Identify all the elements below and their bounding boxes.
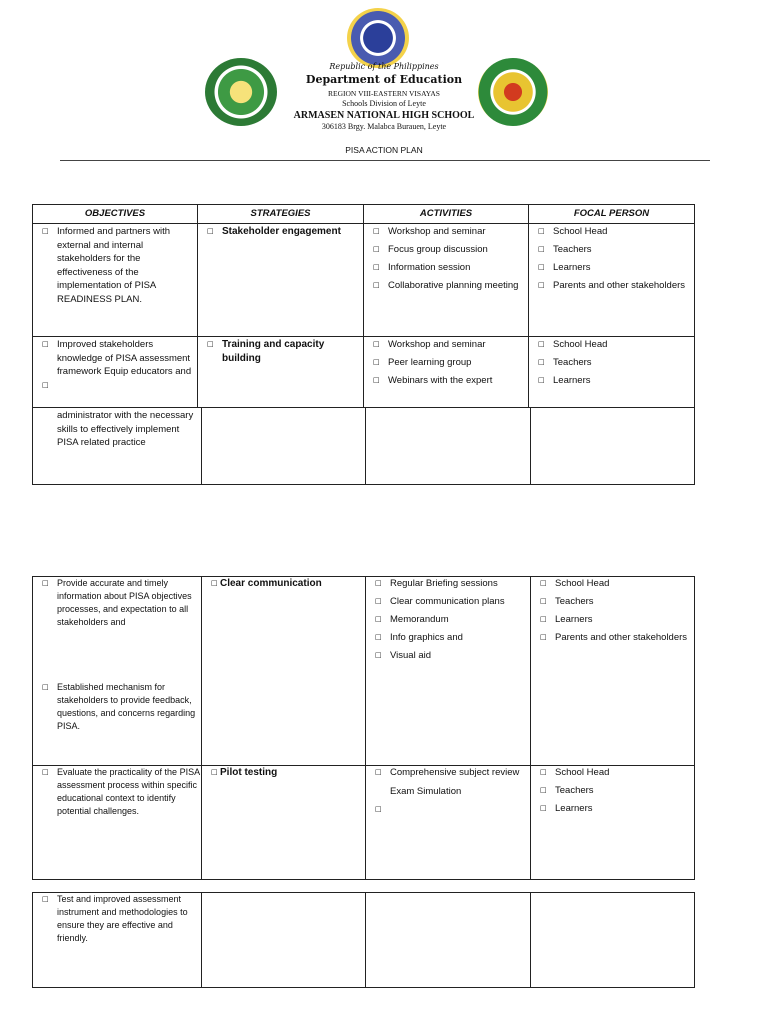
focal-item: □ School Head: [529, 225, 694, 239]
header-strategies: STRATEGIES: [198, 205, 364, 224]
header-divider: [60, 160, 710, 161]
activities-cell: [366, 408, 531, 485]
strategy-cell: [198, 337, 364, 408]
strategy-text: □ Training and capacity building: [198, 338, 363, 365]
focal-item: □ Learners: [531, 613, 694, 627]
activity-item: □ Workshop and seminar: [364, 225, 528, 239]
focal-item: □ Parents and other stakeholders: [529, 279, 694, 293]
table-row: [33, 577, 695, 766]
activities-cell: [366, 766, 531, 880]
objective-cell: [33, 224, 198, 337]
action-plan-table-2: [32, 576, 695, 880]
activity-item: □ Regular Briefing sessions: [366, 577, 530, 591]
focal-person-cell: [531, 766, 695, 880]
focal-item: □ School Head: [531, 766, 694, 780]
focal-person-cell: [529, 224, 695, 337]
strategy-cell: [202, 408, 366, 485]
activity-item: □ Memorandum: [366, 613, 530, 627]
strategy-cell: [202, 577, 366, 766]
objective-text: □ Evaluate the practicality of the PISA assessment process within specific educational context to identify potential challenges.: [33, 766, 201, 818]
action-plan-table-1-continuation: [32, 407, 695, 485]
header-activities: ACTIVITIES: [364, 205, 529, 224]
table-row: [33, 408, 695, 485]
strategy-text: □ Stakeholder engagement: [198, 225, 363, 239]
bullet-marker: [366, 803, 530, 815]
deped-seal-logo: [347, 8, 409, 68]
activity-item: □ Information session: [364, 261, 528, 275]
action-plan-table-1: [32, 204, 695, 408]
school-name: ARMASEN NATIONAL HIGH SCHOOL: [293, 110, 475, 121]
republic-line: Republic of the Philippines: [329, 62, 439, 71]
strategy-cell: [202, 893, 366, 988]
header-focal-person: FOCAL PERSON: [529, 205, 695, 224]
table-row: [33, 893, 695, 988]
focal-item: □ Learners: [531, 802, 694, 816]
focal-item: □ School Head: [529, 338, 694, 352]
strategy-cell: [198, 224, 364, 337]
focal-person-cell: [529, 337, 695, 408]
activity-item: □ Workshop and seminar: [364, 338, 528, 352]
activity-item: □ Webinars with the expert: [364, 374, 528, 388]
objective-continuation-text: administrator with the necessary skills to effectively implement PISA related practice: [57, 410, 194, 448]
objective-text: □ Test and improved assessment instrument and methodologies to ensure they are effective and friendly.: [33, 893, 201, 945]
activity-item: □ Info graphics and: [366, 631, 530, 645]
focal-item: □ Teachers: [531, 595, 694, 609]
objective-cell: [33, 893, 202, 988]
focal-item: □ School Head: [531, 577, 694, 591]
table-row: [33, 337, 695, 408]
strategy-text: □ Clear communication: [202, 577, 365, 591]
activity-item: □ Focus group discussion: [364, 243, 528, 257]
document-title: PISA ACTION PLAN: [345, 145, 423, 155]
activity-item: □ Visual aid: [366, 649, 530, 663]
department-line: Department of Education: [305, 73, 463, 86]
focal-item: □ Teachers: [529, 356, 694, 370]
focal-item: □ Teachers: [531, 784, 694, 798]
action-plan-table-3: [32, 892, 695, 988]
focal-person-cell: [531, 893, 695, 988]
table-row: [33, 766, 695, 880]
objective-cell: [33, 577, 202, 766]
focal-item: □ Learners: [529, 374, 694, 388]
activities-cell: [366, 577, 531, 766]
bullet-marker: [33, 379, 197, 391]
activity-item: □ Collaborative planning meeting: [364, 279, 528, 293]
objective-text: □ Informed and partners with external and internal stakeholders for the effectiveness of the implementation of PISA READINESS PLAN.: [33, 225, 197, 306]
activities-cell: [364, 337, 529, 408]
objective-text: □ Provide accurate and timely information about PISA objectives processes, and expectation to all stakeholders and: [33, 577, 201, 629]
activity-item: □ Comprehensive subject review: [366, 766, 530, 780]
objective-text: □ Established mechanism for stakeholders to provide feedback, questions, and concerns regarding PISA.: [33, 681, 201, 733]
activity-item: □ Clear communication plans: [366, 595, 530, 609]
school-address: 306183 Brgy. Malabca Burauen, Leyte: [321, 122, 447, 131]
header-objectives: OBJECTIVES: [33, 205, 198, 224]
activity-item: □ Peer learning group: [364, 356, 528, 370]
focal-item: □ Teachers: [529, 243, 694, 257]
focal-item: □ Learners: [529, 261, 694, 275]
objective-cell: [33, 408, 202, 485]
table-row: [33, 224, 695, 337]
objective-cell: [33, 337, 198, 408]
strategy-text: □ Pilot testing: [202, 766, 365, 780]
objective-text: □ Improved stakeholders knowledge of PISA assessment framework Equip educators and: [33, 338, 197, 379]
objective-cell: [33, 766, 202, 880]
table-header-row: [33, 205, 695, 224]
focal-person-cell: [531, 577, 695, 766]
focal-item: □ Parents and other stakeholders: [531, 631, 694, 645]
activity-item-unbulleted: Exam Simulation: [390, 785, 462, 797]
strategy-cell: [202, 766, 366, 880]
division-line: Schools Division of Leyte: [342, 99, 426, 108]
focal-person-cell: [531, 408, 695, 485]
region-line: REGION VIII-EASTERN VISAYAS: [328, 89, 440, 98]
activities-cell: [364, 224, 529, 337]
activities-cell: [366, 893, 531, 988]
